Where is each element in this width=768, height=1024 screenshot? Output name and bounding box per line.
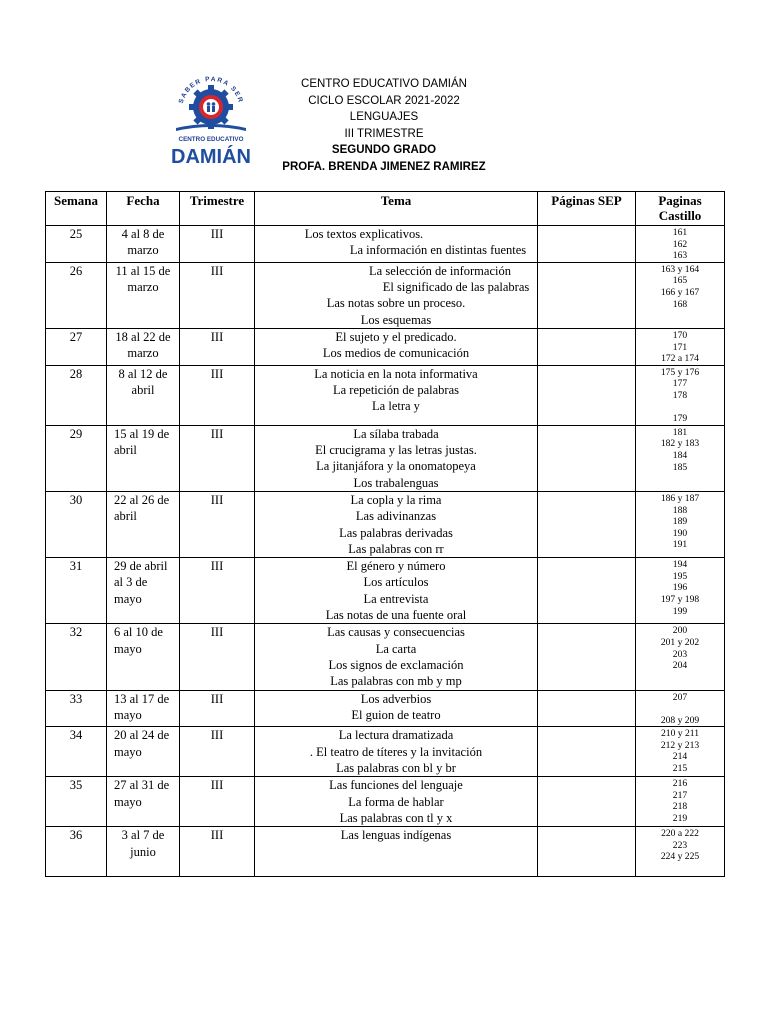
tema-line: Los textos explicativos. [304, 227, 424, 241]
cell-semana: 28 [46, 365, 107, 425]
cell-tema [255, 777, 538, 827]
cell-paginas-castillo [636, 727, 725, 777]
castillo-page: 201 y 202 [660, 636, 700, 648]
cell-paginas-sep [538, 558, 636, 624]
castillo-page: 224 y 225 [660, 851, 700, 863]
schedule-table [45, 191, 725, 877]
castillo-page: 195 [672, 570, 688, 582]
cell-tema [255, 727, 538, 777]
tema-line: Las notas sobre un proceso. [326, 296, 466, 311]
cell-tema [255, 365, 538, 425]
castillo-page: 217 [672, 789, 688, 801]
table-row [46, 365, 725, 425]
tema-line: El significado de las palabras [382, 280, 530, 295]
cell-tema [255, 558, 538, 624]
table-row [46, 491, 725, 557]
cell-fecha: 11 al 15 de marzo [107, 262, 180, 328]
header-line-3: LENGUAJES [349, 111, 419, 123]
cell-paginas-sep [538, 491, 636, 557]
cell-paginas-castillo [636, 690, 725, 727]
cell-semana: 36 [46, 827, 107, 877]
cell-semana: 25 [46, 226, 107, 263]
table-row [46, 827, 725, 877]
castillo-page: 170 [672, 329, 688, 341]
tema-line: El guion de teatro [351, 707, 441, 722]
tema-line: La jitanjáfora y la onomatopeya [316, 459, 476, 474]
castillo-page: 186 y 187 [660, 492, 700, 504]
castillo-page: 196 [672, 582, 688, 594]
tema-line: Los esquemas [360, 312, 432, 327]
castillo-page: 214 [672, 751, 688, 763]
castillo-page: 189 [672, 516, 688, 528]
cell-trimestre: III [180, 558, 255, 624]
column-header-fecha: Fecha [107, 192, 180, 226]
castillo-page: 199 [672, 605, 688, 617]
tema-line: La carta [375, 641, 417, 656]
castillo-page: 215 [672, 763, 688, 775]
cell-trimestre: III [180, 328, 255, 365]
table-row [46, 262, 725, 328]
cell-paginas-castillo [636, 328, 725, 365]
castillo-page: 161 [672, 227, 688, 238]
castillo-page: 185 [672, 461, 688, 473]
castillo-page: 172 a 174 [661, 353, 699, 365]
castillo-page: 210 y 211 [660, 728, 700, 740]
column-header-paginas-sep: Páginas SEP [538, 192, 636, 226]
cell-fecha: 22 al 26 de abril [107, 491, 180, 557]
castillo-page: 197 y 198 [660, 593, 700, 605]
tema-line: Los artículos [363, 575, 429, 590]
castillo-page [636, 402, 724, 414]
header-line-2: CICLO ESCOLAR 2021-2022 [308, 94, 460, 107]
tema-line: La copla y la rima [350, 492, 442, 507]
header-line-1: CENTRO EDUCATIVO DAMIÁN [301, 78, 467, 90]
tema-line: Las notas de una fuente oral [325, 608, 467, 623]
column-header-tema: Tema [255, 192, 538, 226]
column-header-semana: Semana [46, 192, 107, 226]
cell-semana: 33 [46, 690, 107, 727]
tema-line: Las palabras derivadas [339, 525, 453, 540]
table-row [46, 226, 725, 263]
tema-line: La forma de hablar [348, 794, 444, 809]
cell-tema [255, 491, 538, 557]
tema-line: Los medios de comunicación [322, 346, 470, 361]
cell-trimestre: III [180, 827, 255, 877]
tema-line: La lectura dramatizada [338, 728, 454, 743]
cell-fecha: 20 al 24 de mayo [107, 727, 180, 777]
cell-trimestre: III [180, 777, 255, 827]
castillo-page: 191 [672, 539, 688, 551]
tema-line: Las funciones del lenguaje [329, 778, 463, 793]
cell-paginas-sep [538, 365, 636, 425]
castillo-page: 194 [672, 559, 688, 571]
cell-semana: 29 [46, 425, 107, 491]
tema-line: Las palabras con tl y x [339, 810, 453, 825]
castillo-page: 212 y 213 [660, 739, 700, 751]
tema-line: . El teatro de títeres y la invitación [309, 744, 483, 759]
header-line-6: PROFA. BRENDA JIMENEZ RAMIREZ [282, 160, 486, 173]
tema-line: Los signos de exclamación [328, 657, 464, 672]
castillo-page: 165 [672, 275, 688, 287]
cell-tema [255, 827, 538, 877]
cell-tema [255, 328, 538, 365]
table-row [46, 690, 725, 727]
cell-semana: 35 [46, 777, 107, 827]
table-body [46, 226, 725, 877]
tema-line: La sílaba trabada [353, 426, 439, 441]
tema-line: La noticia en la nota informativa [314, 366, 478, 381]
column-header-trimestre: Trimestre [180, 192, 255, 226]
castillo-page: 175 y 176 [660, 366, 700, 378]
cell-fecha: 29 de abril al 3 de mayo [107, 558, 180, 624]
cell-trimestre: III [180, 491, 255, 557]
castillo-page: 163 y 164 [660, 263, 700, 275]
table-row [46, 425, 725, 491]
cell-fecha: 3 al 7 de junio [107, 827, 180, 877]
castillo-page: 218 [672, 801, 688, 813]
cell-paginas-castillo [636, 827, 725, 877]
castillo-page: 177 [672, 378, 688, 390]
tema-line: La información en distintas fuentes [349, 243, 527, 258]
castillo-page: 223 [672, 839, 688, 851]
cell-paginas-sep [538, 328, 636, 365]
cell-trimestre: III [180, 727, 255, 777]
cell-paginas-sep [538, 690, 636, 727]
column-header-paginas-castillo: Paginas Castillo [636, 192, 725, 226]
cell-semana: 32 [46, 624, 107, 690]
cell-tema [255, 425, 538, 491]
cell-paginas-sep [538, 727, 636, 777]
table-row [46, 777, 725, 827]
tema-line: El sujeto y el predicado. [335, 329, 457, 344]
castillo-page: 219 [672, 813, 688, 825]
svg-text:CENTRO EDUCATIVO: CENTRO EDUCATIVO [178, 136, 244, 143]
tema-line: Las lenguas indígenas [340, 828, 452, 843]
cell-tema [255, 226, 538, 263]
cell-semana: 26 [46, 262, 107, 328]
tema-line: Las palabras con rr [348, 541, 444, 556]
tema-line: El género y número [346, 559, 446, 574]
tema-line: La repetición de palabras [333, 383, 459, 398]
cell-paginas-castillo [636, 365, 725, 425]
document-header [250, 76, 518, 175]
table-row [46, 328, 725, 365]
tema-line: Los adverbios [360, 691, 432, 706]
tema-line: Las causas y consecuencias [327, 625, 465, 640]
cell-tema [255, 262, 538, 328]
castillo-page: 220 a 222 [661, 828, 699, 840]
tema-line: La entrevista [363, 591, 429, 606]
castillo-page [636, 703, 724, 715]
table-row [46, 727, 725, 777]
cell-paginas-castillo [636, 558, 725, 624]
cell-fecha: 13 al 17 de mayo [107, 690, 180, 727]
cell-fecha: 18 al 22 de marzo [107, 328, 180, 365]
tema-line: Los trabalenguas [353, 475, 439, 490]
castillo-page: 208 y 209 [660, 714, 700, 726]
svg-text:DAMIÁN: DAMIÁN [171, 146, 251, 168]
cell-tema [255, 624, 538, 690]
cell-paginas-castillo [636, 226, 725, 263]
cell-paginas-castillo [636, 777, 725, 827]
tema-line: La letra y [372, 399, 420, 414]
castillo-page: 181 [672, 426, 688, 438]
cell-trimestre: III [180, 365, 255, 425]
cell-trimestre: III [180, 262, 255, 328]
castillo-page: 216 [672, 778, 688, 790]
header-line-5: SEGUNDO GRADO [331, 144, 437, 156]
tema-line: Las palabras con bl y br [336, 760, 456, 775]
castillo-page: 188 [672, 504, 688, 516]
tema-line: El crucigrama y las letras justas. [315, 443, 477, 458]
castillo-page: 182 y 183 [660, 438, 700, 450]
cell-trimestre: III [180, 226, 255, 263]
tema-line: Las palabras con mb y mp [330, 674, 462, 689]
cell-paginas-sep [538, 827, 636, 877]
cell-paginas-sep [538, 624, 636, 690]
cell-semana: 34 [46, 727, 107, 777]
cell-semana: 30 [46, 491, 107, 557]
cell-fecha: 27 al 31 de mayo [107, 777, 180, 827]
castillo-page: 200 [672, 625, 688, 637]
castillo-page: 163 [672, 250, 688, 262]
header-line-4: III TRIMESTRE [344, 127, 424, 140]
castillo-page: 190 [672, 527, 688, 539]
cell-fecha: 4 al 8 de marzo [107, 226, 180, 263]
cell-fecha: 6 al 10 de mayo [107, 624, 180, 690]
cell-semana: 31 [46, 558, 107, 624]
table-row [46, 558, 725, 624]
castillo-page: 166 y 167 [660, 286, 700, 298]
cell-semana: 27 [46, 328, 107, 365]
cell-trimestre: III [180, 624, 255, 690]
table-header-row [46, 192, 725, 226]
cell-tema [255, 690, 538, 727]
castillo-page: 204 [672, 660, 688, 672]
svg-text:SABER PARA SER: SABER PARA SER [177, 75, 245, 105]
tema-line: Las adivinanzas [355, 509, 437, 524]
castillo-page: 207 [672, 691, 688, 703]
castillo-page: 179 [672, 413, 688, 425]
cell-paginas-castillo [636, 491, 725, 557]
castillo-page: 171 [672, 341, 688, 353]
cell-fecha: 15 al 19 de abril [107, 425, 180, 491]
castillo-page: 203 [672, 648, 688, 660]
castillo-page: 168 [672, 298, 688, 310]
cell-paginas-sep [538, 777, 636, 827]
cell-paginas-sep [538, 425, 636, 491]
castillo-page: 178 [672, 389, 688, 401]
cell-paginas-castillo [636, 262, 725, 328]
cell-trimestre: III [180, 690, 255, 727]
tema-line: La selección de información [369, 263, 511, 278]
cell-paginas-castillo [636, 425, 725, 491]
cell-paginas-castillo [636, 624, 725, 690]
table-row [46, 624, 725, 690]
castillo-page: 184 [672, 449, 688, 461]
cell-trimestre: III [180, 425, 255, 491]
castillo-page: 162 [672, 238, 688, 250]
school-logo [170, 70, 252, 170]
cell-fecha: 8 al 12 de abril [107, 365, 180, 425]
